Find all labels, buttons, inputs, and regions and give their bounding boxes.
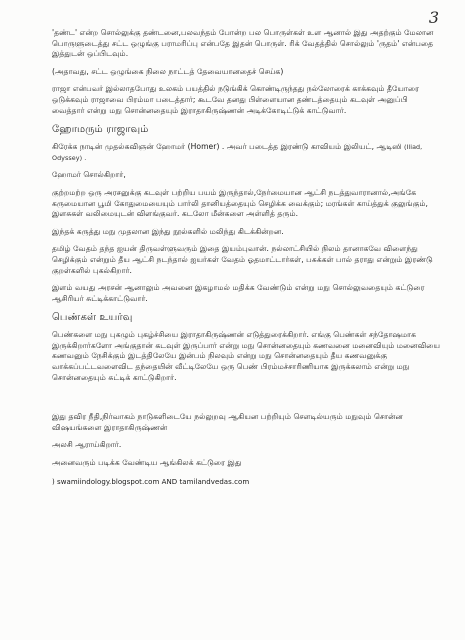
homer-intro-text: கிரேக்க நாடின் முதல்கவிஞன் ஹோமர் (Homer) . அவர் படைத்த இரண்டு காவியம் இலியட், ஆடிஸி [52,142,402,152]
paragraph-recommendation: அனைவரும் படிக்க வேண்டிய ஆங்கிலக் கட்டுரை இது [52,458,242,468]
paragraph-women-praise: பெண்களை மநு புகழும் புகழ்ச்சியை இராதாகிருஷ்ணன் எடுத்துரைக்கிறார். எங்கு பெண்கள் சந்தோஷமாக இருக்கிறார்களோ அங்குதான் கடவுள் இருப்பார் என்று மநு சொன்னதையும் கணவனை மனைவியும் மனைவியை கணவனும் நேசிக்கும் இடத்திலேயே இன்பம் நிலவும் என்று மநு சொன்னதையும் தீய கணவனுக்கு வாக்கப்பட்டவளைவிட தந்தையின் வீட்டிலேயே ஒரு பெண் பிரம்மச்சாரிணியாக இருக்கலாம் என்று மநு சொன்னதையும் சுட்டிக் காட்டுகிறார். [52,330,441,382]
paragraph-king-creation: ராஜா என்பவர் இல்லாதபோது உலகம் பயத்தில் நடுங்கிக் கொண்டிருந்தது நல்லோரைக் காக்கவும் தீயோரை ஒடுக்கவும் ராஜாவை பிரம்மா படைத்தார்; கூடவே தனது பிள்ளையான தண்டத்தையும் கடவுள் அனுப்பி வைத்தார் என்று மநு சொன்னதையும் இராதாகிருஷ்ணன் அடிக்கோடிட்டுக் காட்டுவார். [52,84,420,115]
paragraph-valluvar: தமிழ் வேதம் தந்த ஐயன் திருவள்ளுவரும் இதை இயம்புவான். நல்லாட்சியில் நிலம் தானாகவே விளைந்து செழிக்கும் என்றும் தீய ஆட்சி நடந்தால் ஐயர்கள் வேதம் ஓதமாட்டார்கள், பசுக்கள் பால் தராது என்றும் இரண்டு குறள்களில் புகல்கிறார். [52,244,433,275]
paragraph-hindu-books: இந்தக் கருத்து மநு முதலான இந்து நூல்களில் மலிந்து கிடக்கின்றன. [52,226,284,236]
source-footer: ) swamiindology.blogspot.com AND tamilandvedas.com [52,477,250,486]
paragraph-homer-quote: குற்றமற்ற ஒரு அரசனுக்கு கடவுள் பற்றிய பயம் இருந்தால்,நேர்மையான ஆட்சி நடத்துவாரானால்,அங்கே கருமையான பூமி கோதுமையையும் பார்லி தானியத்தையும் செழிக்க வைக்கும்; மரங்கள் காய்த்துக் குலுங்கும், இளசுகள் வலிமையுடன் விளங்குவர். கடலோ மீன்களை அள்ளித் தரும். [52,187,428,219]
paragraph-law-order-note: (அதாவது, சட்ட ஒழுங்கை நிலை நாட்டத் தேவையானதைச் செய்க) [52,66,284,76]
spacer [52,390,442,412]
paragraph-homer-says: ஹோமர் சொல்கிறார், [52,170,126,180]
paragraph-young-king: இளம் வயது அரசன் ஆனாலும் அவனை இகழாமல் மதிக்க வேண்டும் என்று மநு சொல்லுவதையும் கட்டுரை ஆசிரியர் சுட்டிக்காட்டுவார். [52,283,425,303]
paragraph-justice-admin: இது தவிர நீதி,நிர்வாகம் நாடுகளிடையே நல்லுறவு ஆகியன பற்றியும் செளடில்யரும் மநுவும் சொன்ன விஷயங்களை இராதாகிருஷ்ணன் [52,412,403,432]
document-body [52,28,442,494]
paragraph-analysis: அலசி ஆராய்கிறார். [52,440,122,450]
heading-homer-and-king: ஹோமரும் ராஜாவும் [52,124,149,136]
page-number: 3 [428,8,439,27]
heading-women-greatness: பெண்கள் உயர்வு [52,312,133,324]
homer-epics-english: (Iliad, Odyssey) . [52,143,423,162]
paragraph-homer-intro [52,142,442,163]
paragraph-danda-meaning: 'தண்ட' என்ற சொல்லுக்கு தண்டனை,பலவந்தம் போன்ற பல பொருள்கள் உள ஆனால் இது அதற்கும் மேலான பொருளுடைத்து சட்ட ஒழுங்கு பராமரிப்பு என்பதே இதன் பொருள். ரிக் வேதத்தில் சொல்லும் 'ருதம்' என்பதை இத்துடன் ஒப்பிடவும். [52,28,434,59]
